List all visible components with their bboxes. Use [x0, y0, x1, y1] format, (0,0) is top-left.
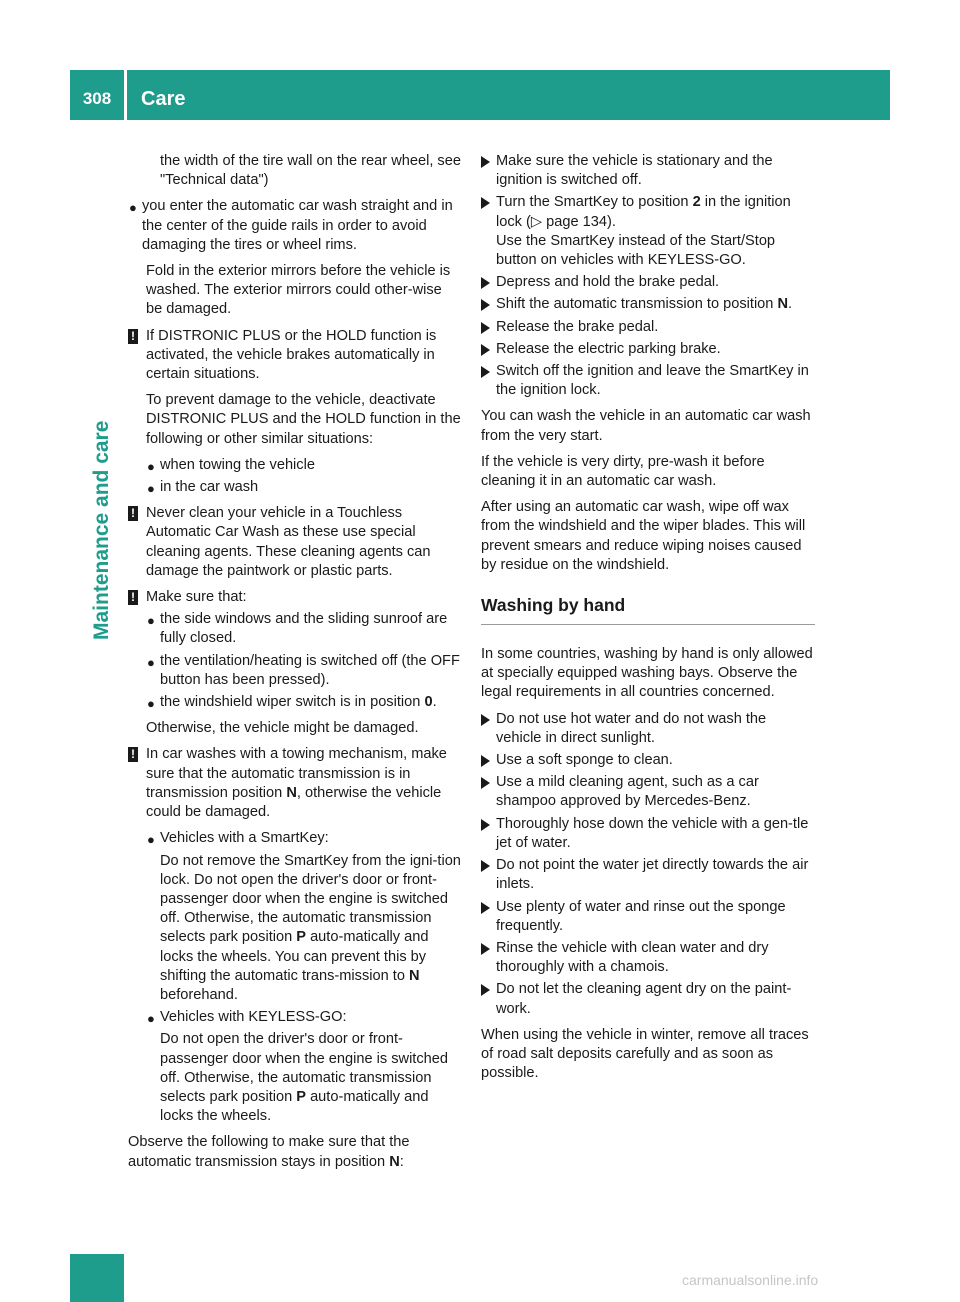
bullet-icon: ●: [147, 832, 155, 848]
step-text: Make sure the vehicle is stationary and the ignition is switched off.: [496, 153, 773, 189]
position-code: 2: [692, 194, 701, 211]
arrow-icon: [481, 714, 490, 726]
chapter-title: Care: [141, 88, 186, 110]
paragraph: In some countries, washing by hand is only allowed at specially equipped washing bays. Observe the legal requirements in all countries concerned.: [481, 646, 813, 701]
page-ref-link[interactable]: page 134).: [542, 213, 616, 230]
list-item-text: [160, 1030, 462, 1126]
list-item-text: you enter the automatic car wash straight and in the center of the guide rails in order to avoid damaging the tires or wheel rims.: [142, 198, 453, 253]
step-item: [481, 980, 815, 1018]
step-item: [481, 898, 815, 936]
text-run: Observe the following to make sure that the automatic transmission stays in position: [128, 1134, 410, 1170]
list-item: [146, 456, 462, 475]
arrow-icon: [481, 755, 490, 767]
text-run: Do not open the driver's door or front-passenger door when the engine is switched off. Otherwise, the automatic transmission selects park position: [160, 1031, 449, 1105]
position-code: N: [409, 967, 420, 984]
bullet-icon: ●: [147, 613, 155, 629]
paragraph: If the vehicle is very dirty, pre-wash it before cleaning it in an automatic car wash.: [481, 453, 765, 490]
warning-block: [128, 745, 462, 1126]
list-item-title: Vehicles with a SmartKey:: [160, 830, 329, 847]
step-item: [481, 362, 815, 400]
arrow-icon: [481, 277, 490, 289]
arrow-icon: [481, 322, 490, 334]
list-item: [146, 693, 462, 712]
paragraph: After using an automatic car wash, wipe off wax from the windshield and the wiper blades. This will prevent smears and reduce wiping noises caused by residue on the windshield.: [481, 499, 806, 573]
list-item: [128, 197, 462, 255]
step-text: Use a soft sponge to clean.: [496, 752, 673, 769]
position-code: N: [286, 784, 297, 801]
step-item: [481, 295, 815, 314]
step-item: [481, 152, 815, 190]
arrow-icon: [481, 984, 490, 996]
paragraph: When using the vehicle in winter, remove all traces of road salt deposits carefully and as soon as possible.: [481, 1026, 809, 1082]
position-code: N: [389, 1153, 400, 1170]
bullet-icon: ●: [147, 1011, 155, 1027]
position-code: 0: [424, 694, 433, 711]
warning-icon: !: [128, 506, 138, 521]
paragraph: the width of the tire wall on the rear wheel, see "Technical data"): [160, 153, 461, 189]
paragraph: You can wash the vehicle in an automatic car wash from the very start.: [481, 408, 811, 444]
warning-block: [128, 327, 462, 498]
right-column: [481, 152, 815, 1090]
warning-text: Make sure that:: [146, 589, 247, 606]
step-list: [481, 710, 815, 1019]
list-item: [146, 478, 462, 497]
bullet-icon: ●: [129, 200, 137, 216]
paragraph: [128, 1133, 462, 1171]
step-note: Use the SmartKey instead of the Start/Stop button on vehicles with KEYLESS-GO.: [496, 232, 776, 269]
step-list: [481, 152, 815, 400]
warning-text: Never clean your vehicle in a Touchless Automatic Car Wash as these use special cleaning agents. These cleaning agents can damage the paintwork or plastic parts.: [146, 505, 431, 579]
text-run: Shift the automatic transmission to position: [496, 296, 778, 313]
warning-block: [128, 588, 462, 738]
page-ref-icon: ▷: [530, 213, 543, 230]
warning-text: To prevent damage to the vehicle, deactivate DISTRONIC PLUS and the HOLD function in the following or other similar situations:: [146, 392, 461, 447]
step-text: Release the electric parking brake.: [496, 340, 721, 357]
list-item-text: when towing the vehicle: [160, 456, 315, 473]
position-code: P: [296, 929, 307, 946]
warning-text: [146, 745, 462, 822]
step-text: Do not let the cleaning agent dry on the paint-work.: [496, 981, 792, 1017]
step-item: [481, 939, 815, 977]
warning-icon: !: [128, 590, 138, 605]
punctuation: .: [432, 694, 437, 711]
arrow-icon: [481, 156, 490, 168]
step-item: [481, 273, 815, 292]
step-item: [481, 193, 815, 270]
list-item: [146, 1008, 462, 1126]
step-text: Do not use hot water and do not wash the vehicle in direct sunlight.: [496, 710, 767, 746]
text-run: Do not remove the SmartKey from the igni-tion lock. Do not open the driver's door or front-passenger door when the engine is switched off. Otherwise, the automatic transmission selects park position: [160, 852, 461, 946]
bullet-list: [146, 610, 462, 712]
warning-text: If DISTRONIC PLUS or the HOLD function is activated, the vehicle brakes automatically in certain situations.: [146, 327, 437, 383]
footer-watermark: carmanualsonline.info: [682, 1272, 819, 1288]
punctuation: .: [788, 296, 793, 313]
text-run: Turn the SmartKey to position: [496, 194, 693, 211]
text-run: :: [399, 1153, 404, 1170]
list-item-text: the windshield wiper switch is in position: [160, 694, 425, 711]
step-item: [481, 773, 815, 811]
text-run: auto-matically and locks the wheels. You can prevent this by shifting the automatic trans-mission to: [160, 929, 429, 984]
list-item-text: [160, 852, 462, 1006]
list-item: [146, 829, 462, 1005]
arrow-icon: [481, 299, 490, 311]
step-item: [481, 318, 815, 337]
text-run: , otherwise the vehicle could be damaged.: [146, 784, 442, 821]
paragraph: Fold in the exterior mirrors before the vehicle is washed. The exterior mirrors could other-wise be damaged.: [146, 263, 451, 318]
header-bar: [70, 70, 890, 120]
bullet-list: [146, 456, 462, 497]
page-number: 308: [82, 89, 112, 108]
step-text: Release the brake pedal.: [496, 318, 659, 335]
bullet-icon: ●: [147, 458, 155, 474]
arrow-icon: [481, 366, 490, 378]
step-item: [481, 751, 815, 770]
arrow-icon: [481, 777, 490, 789]
step-text: Rinse the vehicle with clean water and dry thoroughly with a chamois.: [496, 939, 769, 976]
step-item: [481, 710, 815, 748]
warning-icon: !: [128, 747, 138, 762]
position-code: P: [296, 1088, 307, 1105]
arrow-icon: [481, 860, 490, 872]
list-item: [146, 610, 462, 648]
step-text: Switch off the ignition and leave the SmartKey in the ignition lock.: [496, 363, 809, 399]
arrow-icon: [481, 197, 490, 209]
bullet-icon: ●: [147, 654, 155, 670]
side-tab-label: Maintenance and care: [90, 420, 113, 640]
text-run: auto-matically and locks the wheels.: [160, 1088, 429, 1125]
left-column: [128, 152, 462, 1179]
step-text: Thoroughly hose down the vehicle with a gen-tle jet of water.: [496, 815, 809, 851]
step-text: Use a mild cleaning agent, such as a car shampoo approved by Mercedes-Benz.: [496, 774, 759, 810]
position-code: N: [777, 296, 789, 313]
list-item-text: the side windows and the sliding sunroof are fully closed.: [160, 611, 448, 647]
text-run: in the ignition lock (: [496, 194, 791, 230]
step-text: Do not point the water jet directly towards the air inlets.: [496, 857, 809, 893]
warning-block: [128, 504, 462, 581]
warning-text: Otherwise, the vehicle might be damaged.: [146, 720, 419, 737]
text-run: beforehand.: [160, 986, 238, 1003]
arrow-icon: [481, 819, 490, 831]
section-heading: Washing by hand: [481, 593, 815, 625]
side-tab-block: [70, 1254, 124, 1302]
bullet-list: [128, 197, 462, 255]
bullet-icon: ●: [147, 696, 155, 712]
list-item-text: the ventilation/heating is switched off (the OFF button has been pressed).: [160, 652, 460, 688]
step-item: [481, 340, 815, 359]
arrow-icon: [481, 943, 490, 955]
step-item: [481, 856, 815, 894]
step-text: Use plenty of water and rinse out the sponge frequently.: [496, 898, 786, 934]
text-run: In car washes with a towing mechanism, make sure that the automatic transmission is in transmission position: [146, 746, 447, 801]
step-item: [481, 815, 815, 853]
bullet-icon: ●: [147, 481, 155, 497]
arrow-icon: [481, 902, 490, 914]
list-item-text: in the car wash: [160, 479, 259, 496]
step-text: Depress and hold the brake pedal.: [496, 274, 720, 291]
warning-icon: !: [128, 329, 138, 344]
list-item: [146, 652, 462, 690]
header-divider: [124, 70, 127, 120]
arrow-icon: [481, 344, 490, 356]
list-item-title: Vehicles with KEYLESS-GO:: [160, 1009, 347, 1026]
bullet-list: [146, 829, 462, 1126]
